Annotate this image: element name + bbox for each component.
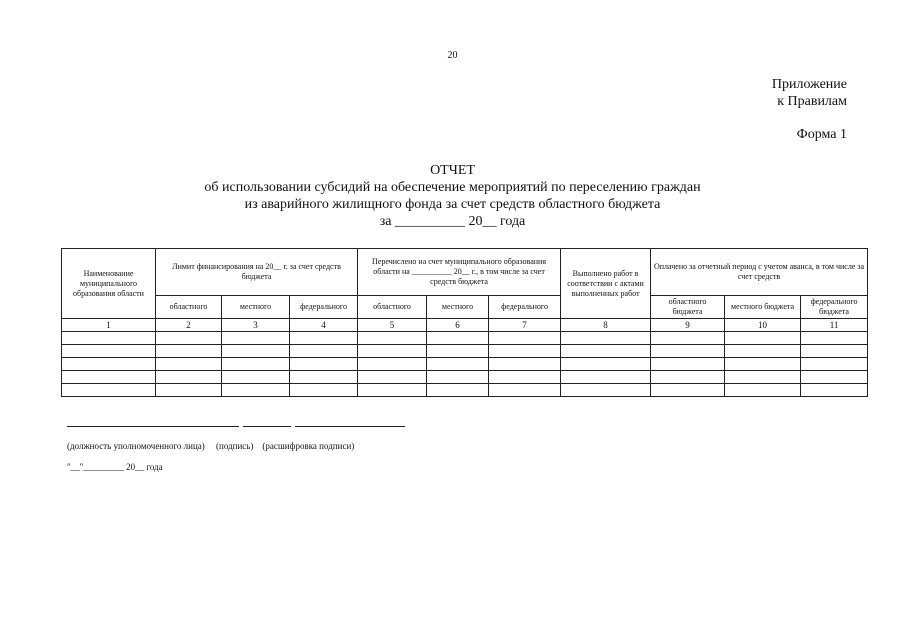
header-transferred: Перечислено на счет муниципального образования области на __________ 20__ г., в том числе за счет средств бюджета xyxy=(358,249,561,296)
subheader-paid-regional: областного бюджета xyxy=(651,296,725,319)
form-number: Форма 1 xyxy=(796,127,847,142)
table-header-row xyxy=(62,249,868,296)
table-cell xyxy=(489,345,561,358)
appendix-note xyxy=(772,76,847,110)
table-cell xyxy=(358,371,427,384)
table-cell xyxy=(62,332,156,345)
table-row xyxy=(62,345,868,358)
header-municipality: Наименование муниципального образования области xyxy=(62,249,156,319)
title-line-4: за __________ 20__ года xyxy=(379,214,526,229)
table-cell xyxy=(156,371,222,384)
column-number-cell: 10 xyxy=(725,319,801,332)
signature-date: "__"_________ 20__ года xyxy=(67,462,163,472)
table-cell xyxy=(222,345,290,358)
table-cell xyxy=(427,384,489,397)
table-cell xyxy=(156,384,222,397)
column-number-cell: 9 xyxy=(651,319,725,332)
table-cell xyxy=(358,345,427,358)
header-works: Выполнено работ в соответствии с актами выполненных работ xyxy=(561,249,651,319)
table-cell xyxy=(801,345,868,358)
appendix-line-1: Приложение xyxy=(771,77,847,92)
title-line-3: из аварийного жилищного фонда за счет средств областного бюджета xyxy=(244,197,661,212)
subheader-paid-federal: федерального бюджета xyxy=(801,296,868,319)
column-number-cell: 11 xyxy=(801,319,868,332)
table-cell xyxy=(801,358,868,371)
column-number-cell: 7 xyxy=(489,319,561,332)
column-number-cell: 8 xyxy=(561,319,651,332)
table-cell xyxy=(561,345,651,358)
document-title xyxy=(0,162,905,230)
table-cell xyxy=(222,358,290,371)
table-cell xyxy=(156,345,222,358)
table-cell xyxy=(725,358,801,371)
table-cell xyxy=(801,371,868,384)
table-cell xyxy=(290,384,358,397)
table-cell xyxy=(290,358,358,371)
signature-line-name xyxy=(295,426,405,427)
table-cell xyxy=(222,384,290,397)
table-cell xyxy=(62,371,156,384)
title-line-1: ОТЧЕТ xyxy=(430,163,475,178)
table-cell xyxy=(725,371,801,384)
table-cell xyxy=(358,384,427,397)
table-cell xyxy=(561,332,651,345)
table-cell xyxy=(489,332,561,345)
table-cell xyxy=(725,332,801,345)
title-line-2: об использовании субсидий на обеспечение мероприятий по переселению граждан xyxy=(204,180,701,195)
column-number-cell: 4 xyxy=(290,319,358,332)
table-cell xyxy=(801,332,868,345)
table-cell xyxy=(427,371,489,384)
table-cell xyxy=(358,358,427,371)
table-cell xyxy=(651,384,725,397)
table-cell xyxy=(62,358,156,371)
header-limit: Лимит финансирования на 20__ г. за счет средств бюджета xyxy=(156,249,358,296)
table-cell xyxy=(561,371,651,384)
table-cell xyxy=(651,332,725,345)
appendix-line-2: к Правилам xyxy=(777,94,847,109)
table-row xyxy=(62,384,868,397)
table-cell xyxy=(358,332,427,345)
subheader-transferred-regional: областного xyxy=(358,296,427,319)
subheader-transferred-local: местного xyxy=(427,296,489,319)
table-cell xyxy=(489,358,561,371)
page-number: 20 xyxy=(447,50,458,61)
table-cell xyxy=(651,371,725,384)
column-number-cell: 6 xyxy=(427,319,489,332)
table-cell xyxy=(222,371,290,384)
table-cell xyxy=(62,384,156,397)
table-cell xyxy=(801,384,868,397)
header-paid: Оплачено за отчетный период с учетом аванса, в том числе за счет средств xyxy=(651,249,868,296)
subheader-transferred-federal: федерального xyxy=(489,296,561,319)
column-number-cell: 2 xyxy=(156,319,222,332)
table-cell xyxy=(290,345,358,358)
column-number-row xyxy=(62,319,868,332)
table-cell xyxy=(290,332,358,345)
signature-line-signature xyxy=(243,426,291,427)
table-cell xyxy=(725,384,801,397)
table-cell xyxy=(427,358,489,371)
subheader-paid-local: местного бюджета xyxy=(725,296,801,319)
column-number-cell: 1 xyxy=(62,319,156,332)
table-cell xyxy=(725,345,801,358)
column-number-cell: 5 xyxy=(358,319,427,332)
table-cell xyxy=(156,332,222,345)
table-cell xyxy=(489,384,561,397)
column-number-cell: 3 xyxy=(222,319,290,332)
table-cell xyxy=(427,345,489,358)
table-cell xyxy=(489,371,561,384)
signature-captions: (должность уполномоченного лица) (подпись) (расшифровка подписи) xyxy=(67,441,355,451)
table-cell xyxy=(651,345,725,358)
subheader-limit-regional: областного xyxy=(156,296,222,319)
table-cell xyxy=(290,371,358,384)
table-cell xyxy=(156,358,222,371)
table-cell xyxy=(62,345,156,358)
table-cell xyxy=(561,358,651,371)
table-cell xyxy=(561,384,651,397)
subheader-limit-federal: федерального xyxy=(290,296,358,319)
table-subheader-row xyxy=(62,296,868,319)
table-cell xyxy=(427,332,489,345)
table-cell xyxy=(222,332,290,345)
table-cell xyxy=(651,358,725,371)
table-row xyxy=(62,371,868,384)
report-table xyxy=(61,248,868,397)
table-row xyxy=(62,358,868,371)
table-row xyxy=(62,332,868,345)
signature-line-position xyxy=(67,426,239,427)
subheader-limit-local: местного xyxy=(222,296,290,319)
